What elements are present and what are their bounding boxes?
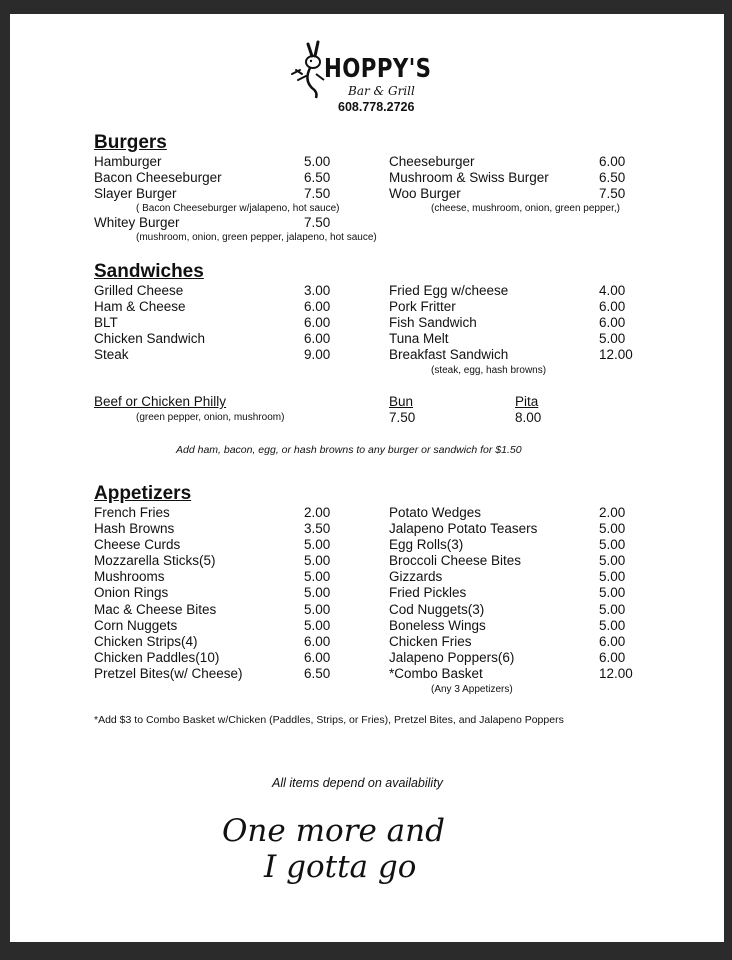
menu-item-name: Onion Rings: [94, 585, 169, 600]
menu-item-name: Cheeseburger: [389, 154, 475, 169]
menu-item-name: Gizzards: [389, 569, 443, 584]
menu-item-name: Hash Browns: [94, 521, 175, 536]
menu-item-name: Egg Rolls(3): [389, 537, 464, 552]
menu-item-price: 5.00: [599, 331, 626, 346]
menu-item-price: 5.00: [304, 537, 331, 552]
menu-item-price: 6.00: [599, 154, 626, 169]
menu-item-price: 5.00: [599, 618, 626, 633]
menu-item-name: Slayer Burger: [94, 186, 177, 201]
menu-item-price: 6.00: [304, 315, 331, 330]
menu-item-price: 5.00: [599, 585, 626, 600]
philly-pita-label: Pita: [515, 394, 539, 409]
menu-item-name: Pretzel Bites(w/ Cheese): [94, 666, 243, 681]
menu-item-name: Bacon Cheeseburger: [94, 170, 222, 185]
menu-item-name: Cod Nuggets(3): [389, 602, 485, 617]
menu-item-price: 5.00: [304, 618, 331, 633]
menu-item-note: (Any 3 Appetizers): [431, 684, 513, 695]
menu-item-name: Fried Egg w/cheese: [389, 283, 509, 298]
menu-item-price: 6.00: [599, 299, 626, 314]
menu-item-price: 5.00: [304, 602, 331, 617]
menu-item-price: 6.00: [304, 299, 331, 314]
menu-item-name: Hamburger: [94, 154, 162, 169]
availability-note: All items depend on availability: [272, 776, 443, 790]
menu-item-name: Potato Wedges: [389, 505, 482, 520]
philly-pita-price: 8.00: [515, 410, 542, 425]
menu-item-price: 5.00: [599, 553, 626, 568]
menu-item-price: 3.00: [304, 283, 331, 298]
menu-item-name: Whitey Burger: [94, 215, 180, 230]
menu-item-name: Chicken Fries: [389, 634, 472, 649]
menu-item-price: 7.50: [304, 215, 331, 230]
menu-item-note: (cheese, mushroom, onion, green pepper,): [431, 203, 620, 214]
menu-item-price: 5.00: [304, 569, 331, 584]
menu-item-price: 5.00: [304, 553, 331, 568]
menu-item-name: Tuna Melt: [389, 331, 449, 346]
menu-item-name: Boneless Wings: [389, 618, 486, 633]
burgers-title: Burgers: [94, 132, 167, 153]
menu-item-name: *Combo Basket: [389, 666, 483, 681]
combo-note: *Add $3 to Combo Basket w/Chicken (Paddles, Strips, or Fries), Pretzel Bites, and Jalapeno Poppers: [94, 714, 564, 726]
menu-item-name: Pork Fritter: [389, 299, 456, 314]
philly-note: (green pepper, onion, mushroom): [136, 412, 285, 423]
menu-item-price: 5.00: [599, 602, 626, 617]
menu-item-price: 6.00: [599, 315, 626, 330]
menu-item-price: 12.00: [599, 666, 633, 681]
menu-item-name: Mozzarella Sticks(5): [94, 553, 216, 568]
menu-item-price: 5.00: [599, 569, 626, 584]
menu-item-price: 12.00: [599, 347, 633, 362]
menu-item-name: Chicken Sandwich: [94, 331, 206, 346]
menu-item-name: Chicken Paddles(10): [94, 650, 220, 665]
menu-item-name: Steak: [94, 347, 129, 362]
menu-item-price: 6.50: [304, 666, 331, 681]
slogan-line1: One more and: [222, 813, 445, 849]
menu-item-name: Fried Pickles: [389, 585, 467, 600]
menu-item-price: 7.50: [304, 186, 331, 201]
menu-item-price: 6.00: [304, 650, 331, 665]
menu-item-note: ( Bacon Cheeseburger w/jalapeno, hot sauce): [136, 203, 340, 214]
menu-item-name: Cheese Curds: [94, 537, 181, 552]
menu-item-name: Chicken Strips(4): [94, 634, 198, 649]
menu-item-price: 6.00: [599, 634, 626, 649]
menu-item-price: 9.00: [304, 347, 331, 362]
menu-item-price: 5.00: [304, 154, 331, 169]
menu-item-price: 7.50: [599, 186, 626, 201]
menu-item-price: 4.00: [599, 283, 626, 298]
logo-subtitle: Bar & Grill: [348, 84, 415, 98]
slogan-line2: I gotta go: [264, 849, 417, 885]
menu-item-name: French Fries: [94, 505, 170, 520]
menu-item-price: 5.00: [599, 537, 626, 552]
menu-item-name: Grilled Cheese: [94, 283, 184, 298]
menu-item-price: 6.50: [599, 170, 626, 185]
menu-item-price: 2.00: [304, 505, 331, 520]
menu-item-price: 3.50: [304, 521, 331, 536]
menu-item-name: Mac & Cheese Bites: [94, 602, 217, 617]
menu-item-name: Breakfast Sandwich: [389, 347, 509, 362]
menu-item-name: Fish Sandwich: [389, 315, 477, 330]
menu-item-name: Corn Nuggets: [94, 618, 178, 633]
menu-item-price: 2.00: [599, 505, 626, 520]
menu-item-note: (mushroom, onion, green pepper, jalapeno, hot sauce): [136, 232, 377, 243]
menu-page: [10, 14, 724, 942]
menu-item-name: Broccoli Cheese Bites: [389, 553, 522, 568]
philly-name: Beef or Chicken Philly: [94, 394, 227, 409]
menu-item-name: Jalapeno Poppers(6): [389, 650, 515, 665]
menu-item-name: Ham & Cheese: [94, 299, 186, 314]
menu-item-price: 6.00: [304, 331, 331, 346]
menu-item-name: Mushrooms: [94, 569, 165, 584]
menu-item-name: Jalapeno Potato Teasers: [389, 521, 538, 536]
appetizers-title: Appetizers: [94, 483, 192, 504]
menu-item-name: BLT: [94, 315, 118, 330]
menu-item-name: Woo Burger: [389, 186, 461, 201]
philly-bun-price: 7.50: [389, 410, 416, 425]
menu-item-price: 6.00: [304, 634, 331, 649]
philly-bun-label: Bun: [389, 394, 414, 409]
logo-phone: 608.778.2726: [338, 100, 415, 114]
menu-item-price: 6.00: [599, 650, 626, 665]
menu-item-price: 5.00: [599, 521, 626, 536]
menu-item-name: Mushroom & Swiss Burger: [389, 170, 549, 185]
sandwiches-title: Sandwiches: [94, 261, 204, 282]
menu-item-price: 6.50: [304, 170, 331, 185]
menu-item-price: 5.00: [304, 585, 331, 600]
addon-note: Add ham, bacon, egg, or hash browns to any burger or sandwich for $1.50: [176, 444, 522, 456]
menu-item-note: (steak, egg, hash browns): [431, 365, 547, 376]
logo-name: HOPPY'S: [324, 54, 432, 84]
